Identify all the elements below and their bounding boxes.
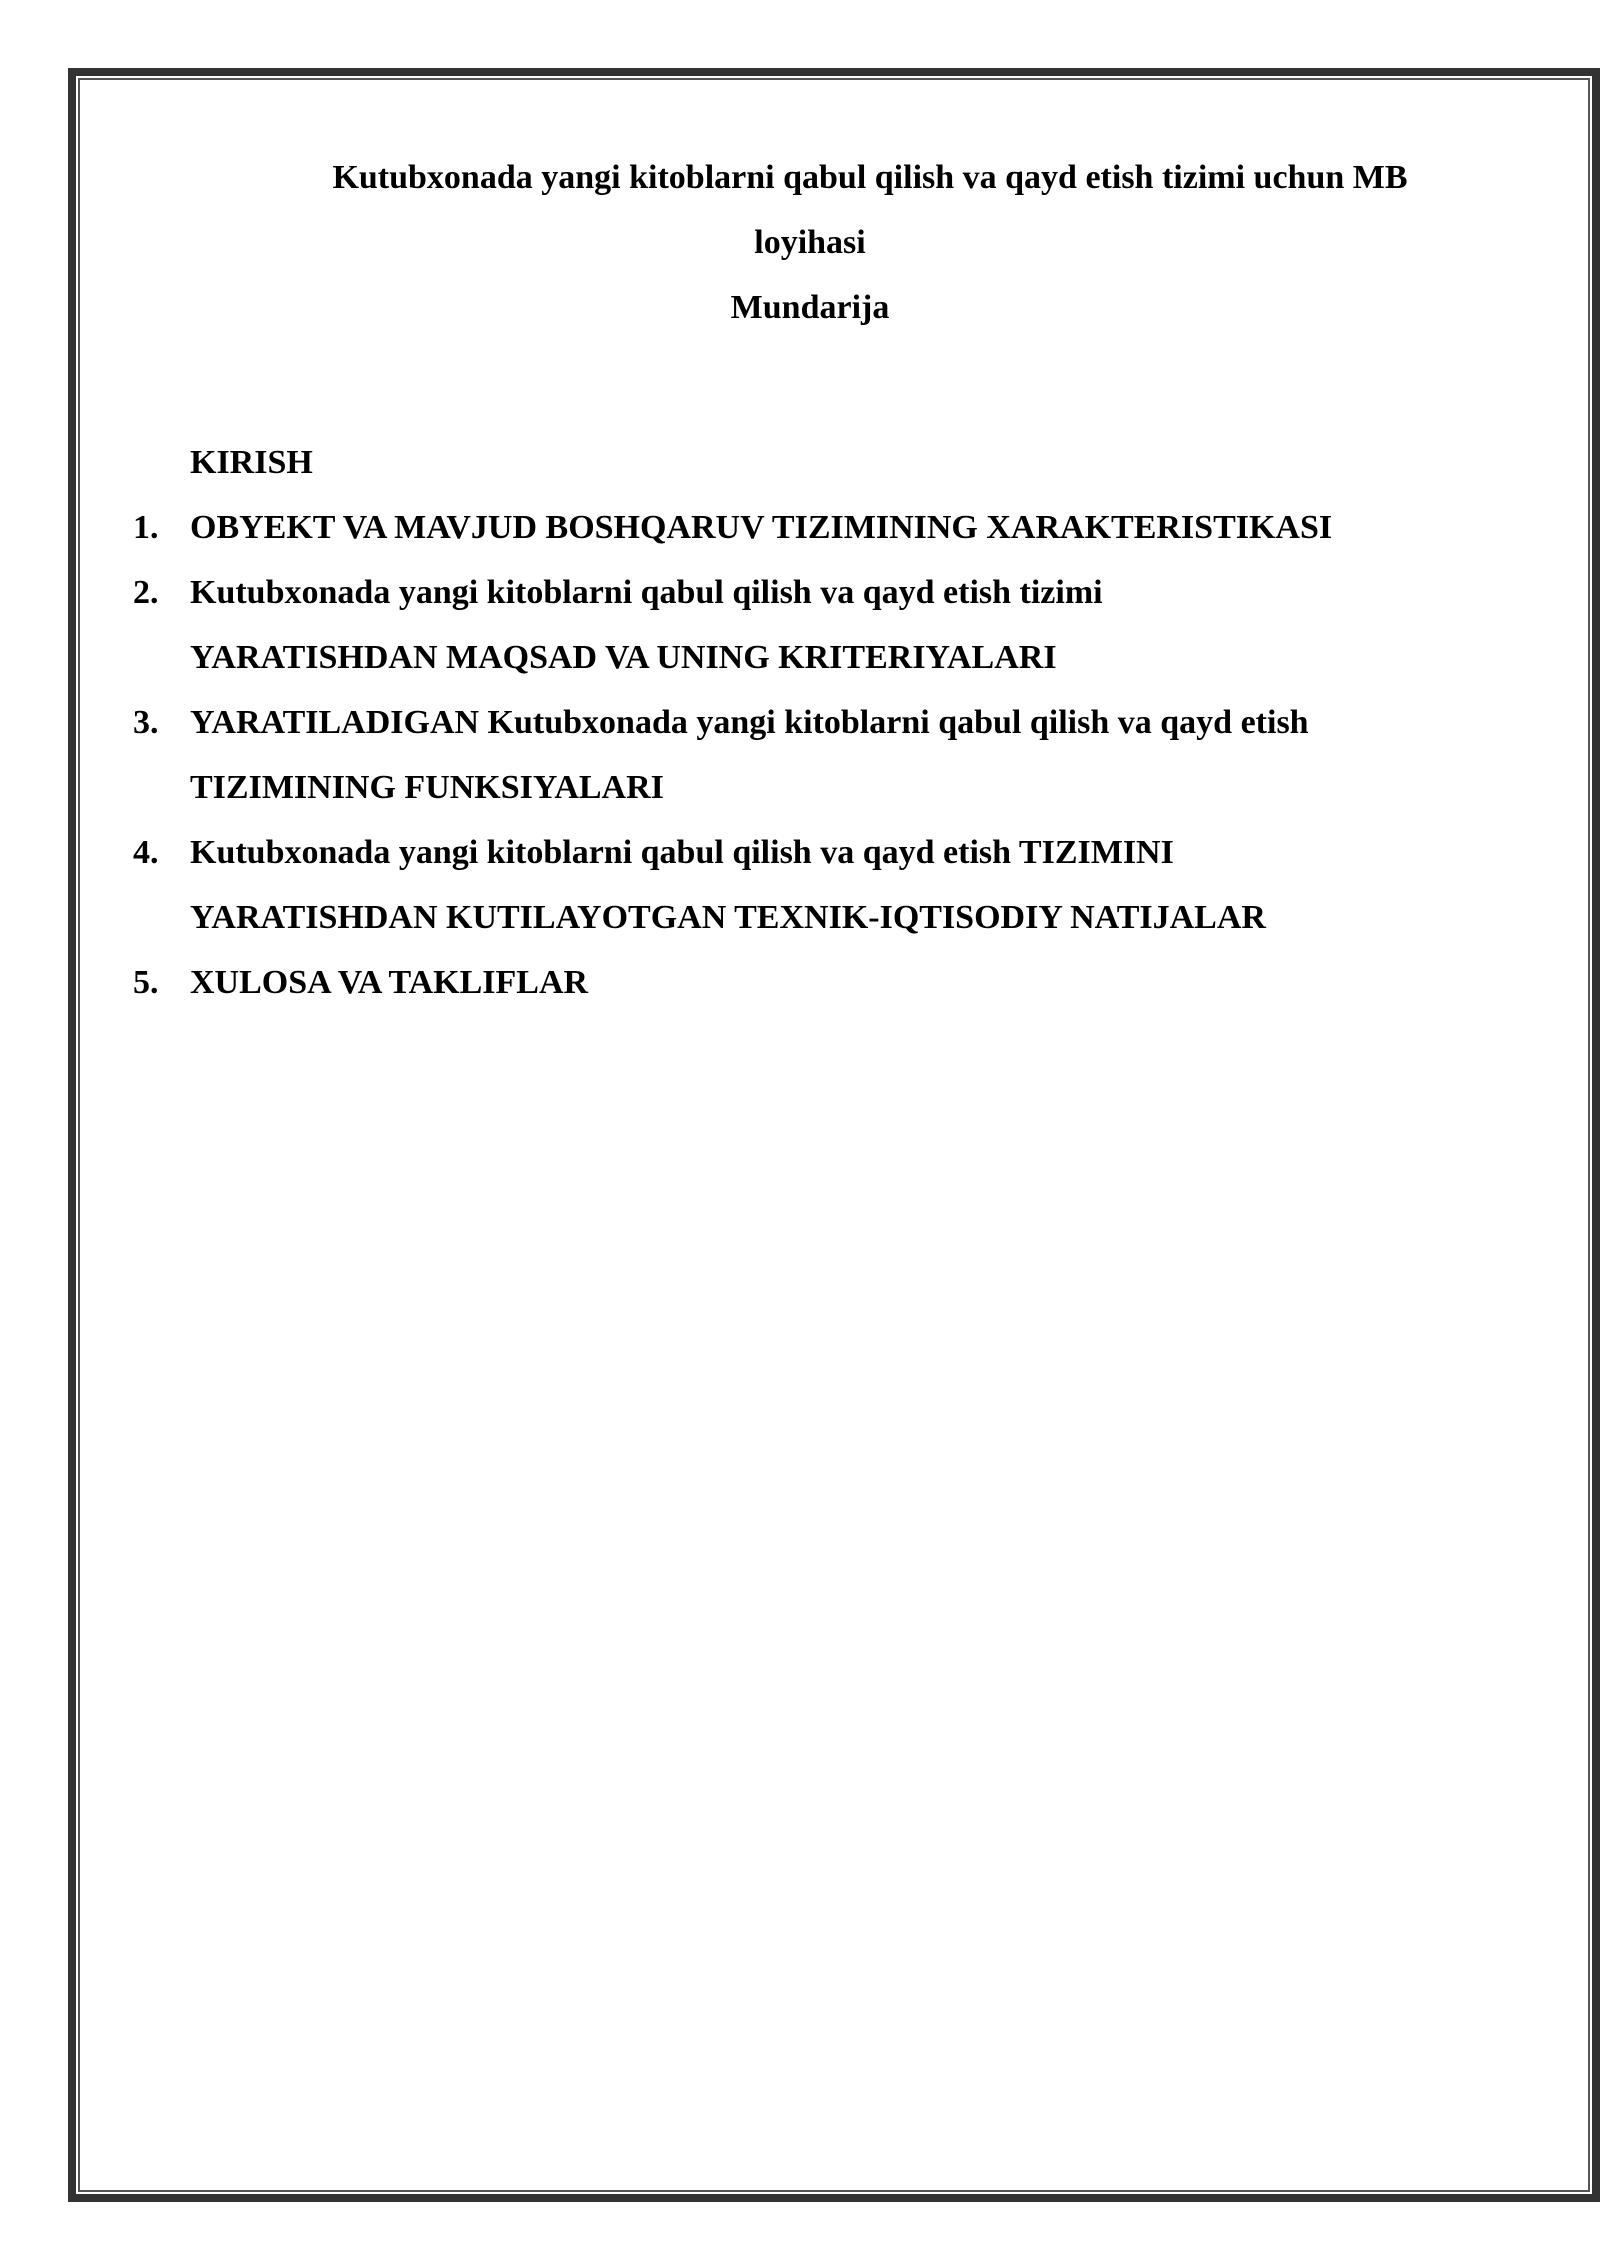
toc-item-line: XULOSA VA TAKLIFLAR [190,964,589,1001]
toc-item-2 [133,560,1493,690]
toc-item-line: YARATILADIGAN Kutubxonada yangi kitoblarni qabul qilish va qayd etish [190,704,1309,741]
toc-item-3 [133,690,1493,820]
toc-item-number: 5. [133,964,159,1001]
toc-item-label [190,820,1493,950]
toc-item-number: 4. [133,834,159,871]
toc-item-line: YARATISHDAN KUTILAYOTGAN TEXNIK-IQTISODIY NATIJALAR [190,899,1266,936]
page-border [68,68,1600,2202]
toc-item-line: Kutubxonada yangi kitoblarni qabul qilish va qayd etish TIZIMINI [190,834,1174,871]
toc-item-label [190,690,1493,820]
document-title-line-2: loyihasi [754,224,866,261]
toc-item-label [190,560,1493,690]
toc-item-line: Kutubxonada yangi kitoblarni qabul qilish va qayd etish tizimi [190,574,1103,611]
document-title-line-1: Kutubxonada yangi kitoblarni qabul qilish va qayd etish tizimi uchun MB [332,159,1408,196]
toc-item-4 [133,820,1493,950]
contents-heading: Mundarija [730,289,890,326]
toc-item-number: 2. [133,574,159,611]
toc-intro-row [133,430,1493,495]
toc-item-number: 1. [133,509,159,546]
toc-item-line: OBYEKT VA MAVJUD BOSHQARUV TIZIMINING XARAKTERISTIKASI [190,509,1333,546]
toc-item-label [190,495,1493,560]
toc-item-number: 3. [133,704,159,741]
toc-item-line: YARATISHDAN MAQSAD VA UNING KRITERIYALARI [190,639,1057,676]
toc-item-label [190,950,1493,1015]
toc-item-line: TIZIMINING FUNKSIYALARI [190,769,664,806]
toc-intro-label: KIRISH [190,444,313,481]
toc-item-1 [133,495,1493,560]
toc-item-5 [133,950,1493,1015]
table-of-contents [133,430,1493,1015]
